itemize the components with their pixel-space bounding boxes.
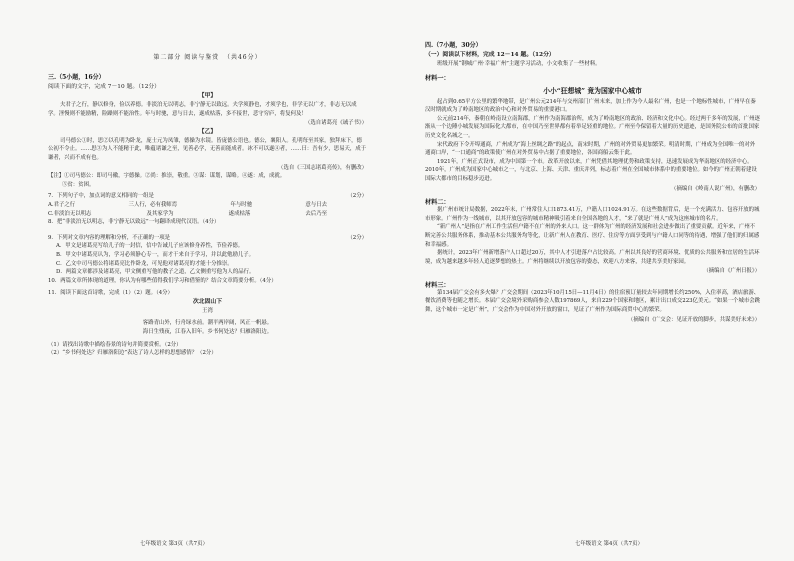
q7-opt: 及其家学为 — [146, 210, 174, 217]
text-a-source: （选自诸葛亮《诫子书》） — [305, 120, 367, 127]
question-11-2: （2）“乡书何处达？归雁洛阳边”表达了诗人怎样的思想感情？（2分） — [48, 350, 217, 357]
notes-1: 【注】①司马德公：即司马徽，字德操。②尚：推崇，敬重。③谋：谋划，谋略。④遂：成，成就。 — [48, 173, 286, 180]
question-10: 10．两篇文章所体现的道理，你认为有哪些值得我们学习和借鉴的？结合文章简要分析。（4分） — [48, 277, 277, 284]
part-title-text: 第二部分 阅读与鉴赏 — [153, 54, 220, 61]
q9-option-b: B．甲文中诸葛亮认为，学习必须静心专一，而才干来自于学习，并以此勉励儿子。 — [56, 251, 255, 258]
q7-opt: C.非淡泊无以明志 — [48, 210, 92, 217]
q9-text: 9．下列对文章内容的理解和分析，不正确的一项是 — [48, 234, 171, 241]
part-title — [48, 50, 367, 62]
q7-opt: 去后乃至 — [305, 210, 327, 217]
text-a-label: 【甲】 — [198, 93, 217, 99]
q7-opt: A.君子之行 — [48, 201, 76, 208]
q7-opt: 意与日去 — [305, 201, 327, 208]
poem-body — [54, 319, 361, 336]
material-2-para: 据统计，2023年广州新增落户人口超过20万，其中人才引进落户占比较高。广州以其良好的营商环境、优质的公共服务和宜居的生活环境，成为越来越多年轻人追逐梦想的热土。广州将继续以开放包容的姿态，欢迎八方来客，共建共享美好家园。 — [425, 250, 760, 265]
q9-option-a: A．甲文是诸葛亮写给儿子的一封信，信中告诫儿子应该修身养性，节俭养德。 — [56, 243, 244, 250]
q7-options-row1 — [48, 201, 367, 210]
intro-7-10: 阅读下面的文字，完成 7－10 题。（12分） — [48, 84, 160, 90]
q9-option-c: C．乙文中司马德公将诸葛亮比作卧龙，可见他对诸葛亮的才能十分推崇。 — [56, 260, 233, 267]
material-1-para: 起占到0.65平方公里的繁华地带，是广州公元214年与交州部门广州末来，加上作为今人最名广州，也是一个地标性城市，广州早在秦汉时期就成为了岭南地区的政治中心和对外贸易的重要港口。 — [425, 98, 756, 114]
question-7 — [48, 192, 367, 201]
question-11-1: （1）请找出诗歌中描绘春景的诗句并简要赏析。（2分） — [48, 341, 182, 348]
section-4: 四.（7小题，30分） — [425, 42, 482, 49]
material-2-para: “新广州人”是指在广州工作生活但户籍不在广州的外来人口。这一群体为广州的经济发展和社会进步做出了重要贡献。近年来，广州不断完善公共服务体系，推动基本公共服务均等化，让新广州人在教育、医疗、住房等方面享受到与户籍人口同等的待遇，增强了他们的归属感和幸福感。 — [425, 224, 760, 248]
q7-opt: 年与时驰 — [230, 201, 253, 208]
q7-score: （2分） — [347, 193, 367, 200]
text-a: 夫君子之行，静以修身，俭以养德。非淡泊无以明志，非宁静无以致远。夫学须静也，才须学也，非学无以广才，非志无以成学。淫慢则不能励精，险躁则不能治性。年与时驰，意与日去，遂成枯落，多不接世，悲守穷庐，将复何及！ — [48, 102, 357, 117]
page-footer-right: 七年级语文 第4页（共7页） — [575, 541, 643, 547]
q7-options-row2 — [48, 210, 367, 219]
q7-opt: 三人行，必有我师焉 — [128, 201, 178, 208]
activity-intro: 班级开展“钢城广州·幸福广州”主题学习活动，小文收集了一些材料。 — [437, 61, 601, 67]
page-footer-left: 七年级语文 第3页（共7页） — [140, 541, 208, 547]
material-2-para: 据广州市统计局数据，2022年末，广州常住人口1873.41万，户籍人口1024.91万。在这些数据背后，是一个充满活力、包容开放的城市形象。广州作为一线城市，以其开放包容的城市精神吸引着来自全国各地的人才，“来了就是广州人”成为这座城市的名片。 — [425, 207, 760, 222]
material-1-para: 公元前214年，秦朝在岭南设立南海郡，广州作为南海郡治所，成为了岭南地区的政治、经济和文化中心。经过两千多年的发展，广州逐渐从一个边陲小城发展为国际化大都市，在中国乃至世界都有着举足轻重的地位。广州至今保留着大量的历史遗迹，是国务院公布的首批国家历史文化名城之一。 — [425, 115, 760, 139]
page-right — [397, 0, 794, 561]
subsection-1: （一）阅读以下材料，完成 12－14 题。（12分） — [425, 52, 555, 58]
q9-option-d: D．两篇文章都涉及诸葛亮，甲文侧重写他的教子之道，乙文侧重写他为人的品行。 — [56, 269, 255, 276]
poem-line: 客路青山外，行舟绿水前。潮平两岸阔，风正一帆悬。 — [142, 320, 273, 327]
poem-author: 王湾 — [202, 307, 213, 314]
material-3-para: 第134届广交会有多火爆？广交会期间（2023年10月15日—11月4日）的住宿预订量较去年同期增长约250%，入住率高，酒店旅游、餐饮消费等也随之增长。本届广交会境外采购商参会人数197869人，来自229个国家和地区，累计出口成交223亿美元。“如果一个城市会跳舞，这个城市一定是广州”，广交会作为中国对外开放的窗口，见证了广州作为国际商贸中心的繁荣。 — [425, 289, 761, 314]
section-3: 三.（5小题，16分） — [48, 74, 105, 81]
part-score: （共46分） — [223, 54, 262, 61]
poem-line: 海日生残夜，江春入旧年。乡书何处达？归雁洛阳边。 — [142, 329, 273, 336]
material-1-source: （摘编自《岭南人说广州》，有删改） — [671, 185, 760, 192]
material-1-para: 1921年，广州正式设市，成为中国第一个市。改革开放以来，广州凭借其地理优势和政策支持，迅速发展成为华南地区的经济中心。2010年，广州成为国家中心城市之一，与北京、上海、天津、重庆并列，标志着广州在全国城市体系中的重要地位。如今的广州正朝着建设国际大都市的目标稳步迈进。 — [425, 158, 757, 182]
material-1-title: 小小“狂想城” 竟为国家中心城市 — [543, 86, 642, 95]
poem-title: 次北固山下 — [193, 298, 222, 305]
text-b-label: 【乙】 — [198, 128, 217, 135]
q9-score: （2分） — [347, 234, 367, 241]
material-1-label: 材料一： — [425, 74, 450, 82]
question-9 — [48, 234, 367, 243]
notes-2: ⑤贫：贫困。 — [62, 181, 95, 188]
material-1-para: 宋代政府下令开埠通商，广州成为“海上丝绸之路”的起点，南宋时期，广州的对外贸易更加繁荣。明清时期，广州成为全国唯一的对外通商口岸，“一口通商”的政策使广州在对外贸易中占据了重要地位，各国商船云集于此。 — [425, 141, 756, 157]
question-8: 8．把“非淡泊无以明志，非宁静无以致远”一句翻译成现代汉语。（4分） — [48, 219, 220, 226]
material-3-label: 材料三： — [425, 281, 450, 289]
material-3-source: （摘编自《广交会：见证开放的脚步，共谋美好未来》） — [627, 316, 760, 323]
material-2-label: 材料二： — [425, 199, 450, 207]
q7-opt: 遂成枯落 — [228, 210, 251, 217]
text-b: 司马德公①时，思②以孔明为卧龙，庞士元为凤雏，德操为水镜。皆庞德公语也。德公，襄阳人。孔明每至其家，独拜床下，德公初不令止。……思③为人不能精于此，唯蕴诸谦之至，见善必学，无善而能成者。冰不可以遂④者，……曰：吾有少，思易天，成于谦者，兴而不成有也。 — [48, 137, 367, 161]
q7-text: 7．下列句子中，加点词的意义相同的一组是 — [48, 193, 154, 200]
text-b-source: （选自《三国志诸葛亮传》，有删改） — [278, 164, 367, 171]
material-2-source: （摘编自《广州日报》） — [703, 268, 760, 275]
question-11: 11．阅读下面这首诗歌，完成（1）（2）题。（4分） — [48, 290, 173, 297]
